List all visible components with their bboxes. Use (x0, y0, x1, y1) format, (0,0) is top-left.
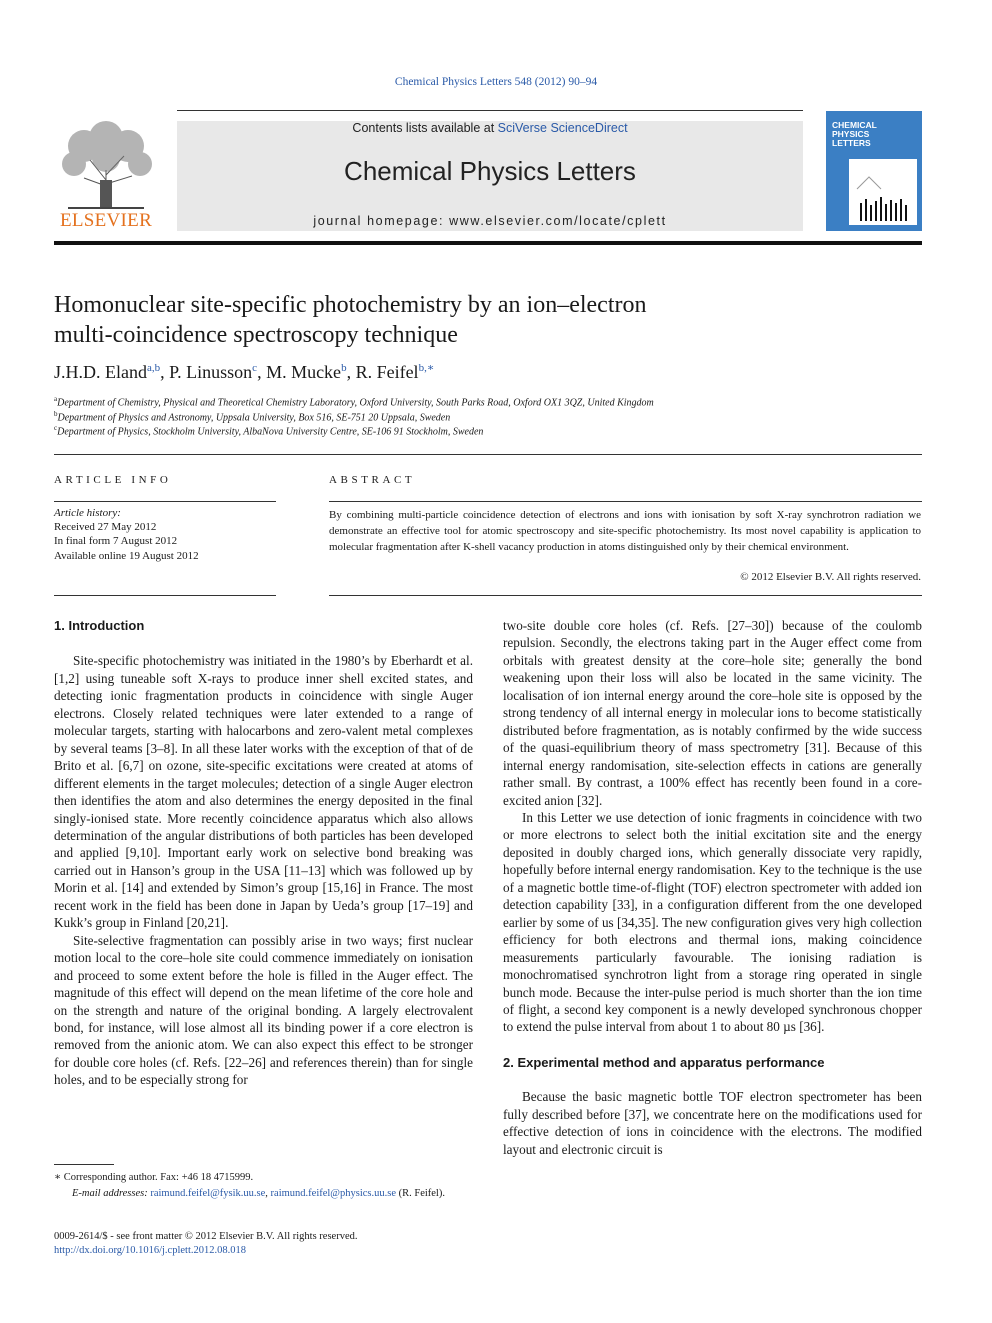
online-date: Available online 19 August 2012 (54, 550, 199, 562)
email-link[interactable]: raimund.feifel@physics.uu.se (270, 1188, 396, 1199)
author-name: P. Linusson (169, 362, 253, 382)
cover-title: CHEMICAL PHYSICS LETTERS (832, 120, 877, 148)
elsevier-wordmark: ELSEVIER (59, 210, 153, 231)
contents-prefix: Contents lists available at (352, 121, 498, 135)
body-paragraph: Site-specific photochemistry was initiated in the 1980’s by Eberhardt et al. [1,2] using tuneable soft X-rays to produce inner shell excited states, and detecting ionic fragmentation products in coincidence with single Auger electrons. Closely related techniques were later extended to a range of molecular targets, starting with halocarbons and zero-valent metal complexes by several teams [3–8]. In all these later works with the exception of that of de Brito et al. [6,7] on ozone, site-specific excitations were created at atoms of different elements in the target molecules; detection of a single Auger electron then identifies the atom and also determines the energy deposited in the final singly-ionised state. More recently coincidence apparatus which also allows determination of the angular distributions of both particles has been developed and applied [9,10]. Important early work on selective bond breaking was carried out in Hanson’s group in the USA [11–13] which was followed up by Morin et al. [14] and extended by Simon’s group [15,16] in France. The most recent work in the field has been done in Japan by Ueda’s group [17–19] and Kukk’s group in Finland [20,21]. (54, 653, 473, 931)
affiliation: $^b$Department of Physics and Astronomy, Uppsala University, Box 516, SE-751 20 Uppsala, Sweden (54, 410, 451, 424)
body-paragraph: In this Letter we use detection of ionic fragments in coincidence with two or more electrons to select both the initial excitation site and the energy deposited in doubly charged ions, which generally dissociate very rapidly, hopefully before internal energy randomisation. Key to the technique is the use of a magnetic bottle time-of-flight (TOF) electron spectrometer with added ion detection capability [33], in a configuration different from the one developed earlier by some of us [34,35]. The new configuration gives very high collection efficiency for both electrons and thermal ions, making coincidence measurements particularly favourable. The ionising radiation is monochromatised synchrotron light from a storage ring operated in single bunch mode. Because the inter-pulse period is much shorter than the ion time of flight, a second key component is a newly developed synchronous chopper to extend the pulse interval from about 1 to about 80 µs [36]. (503, 809, 922, 1035)
section-rule (54, 454, 922, 455)
received-date: Received 27 May 2012 (54, 521, 157, 533)
affiliation: $^c$Department of Physics, Stockholm University, AlbaNova University Centre, SE-106 91 Stockholm, Sweden (54, 424, 484, 438)
author-affil-link[interactable]: c (252, 362, 258, 374)
article-title: Homonuclear site-specific photochemistry by an ion–electron multi-coincidence spectroscopy technique (54, 292, 647, 348)
body-paragraph: Site-selective fragmentation can possibly arise in two ways; first nuclear motion local to the core–hole site could commence immediately on ionisation and proceed to some extent before the hole is filled in the Auger effect. The magnitude of this effect will depend on the mean lifetime of the core hole and on the strength and nature of the original bonding. A largely electrovalent bond, for instance, will lose almost all its binding power if a core electron is removed from the anionic atom. We can also expect this effect to be stronger for double core holes (cf. Refs. [22–26] and references therein) than for single holes, and to be especially strong for (54, 932, 473, 1088)
author-affil-link[interactable]: b (341, 362, 347, 374)
email-link[interactable]: raimund.feifel@fysik.uu.se (150, 1188, 266, 1199)
author-list: J.H.D. Eland$^{a,b}$, P. Linusson$^c$, M. Mucke$^b$, R. Feifel$^{b,∗}$ (54, 362, 435, 382)
abstract-rule (329, 501, 922, 502)
cover-graphic (849, 159, 917, 225)
abstract-text: By combining multi-particle coincidence detection of electrons and ions with ionisation by soft X-ray synchrotron radiation we demonstrate an effective tool for atomic spectroscopy and site-specific photochemistry. Its most novel capability is application to molecular fragmentation after K-shell vacancy production in atoms distinguished only by their chemical environment. (329, 509, 921, 553)
affiliation: $^a$Department of Chemistry, Physical and Theoretical Chemistry Laboratory, Oxford University, South Parks Road, Oxford OX1 3QZ, United Kingdom (54, 395, 654, 409)
author-name: M. Mucke (266, 362, 342, 382)
body-left-column (54, 617, 473, 1089)
issn-line: 0009-2614/$ - see front matter © 2012 Elsevier B.V. All rights reserved. (54, 1231, 358, 1242)
sciencedirect-link[interactable]: SciVerse ScienceDirect (497, 121, 628, 135)
section-heading-introduction: 1. Introduction (54, 618, 145, 633)
article-info-heading: ARTICLE INFO (54, 474, 172, 486)
contents-line (177, 121, 803, 135)
author-affil-link[interactable]: b,∗ (418, 362, 435, 374)
abstract-bottom-rule (329, 595, 922, 596)
cover-spectrum-icon (849, 159, 917, 225)
footnote-rule (54, 1164, 114, 1165)
journal-title: Chemical Physics Letters (344, 156, 636, 186)
history-label: Article history: (54, 507, 121, 519)
article-info-rule (54, 501, 276, 502)
body-paragraph: Because the basic magnetic bottle TOF electron spectrometer has been fully described before [37], we concentrate here on the modifications used for effective detection of ions in coincidence with the electrons. The modified layout and electronic circuit is (503, 1089, 922, 1157)
author-name: J.H.D. Eland (54, 362, 147, 382)
doi-link[interactable]: http://dx.doi.org/10.1016/j.cplett.2012.08.018 (54, 1245, 247, 1256)
copyright-notice: © 2012 Elsevier B.V. All rights reserved. (740, 571, 921, 583)
top-rule (177, 110, 803, 111)
corresponding-author-note: ∗ Corresponding author. Fax: +46 18 4715999. (54, 1172, 254, 1183)
journal-citation[interactable]: Chemical Physics Letters 548 (2012) 90–94 (394, 76, 598, 88)
journal-homepage[interactable]: journal homepage: www.elsevier.com/locate/cplett (313, 214, 667, 228)
author-name: R. Feifel (355, 362, 419, 382)
final-form-date: In final form 7 August 2012 (54, 535, 178, 547)
section-heading-experimental: 2. Experimental method and apparatus performance (503, 1054, 825, 1070)
header-thick-rule (54, 241, 922, 245)
tree-icon (54, 120, 158, 210)
author-affil-link[interactable]: a,b (147, 362, 161, 374)
body-right-column (503, 617, 922, 1158)
article-info-bottom-rule (54, 595, 276, 596)
journal-cover-thumbnail (826, 111, 922, 231)
abstract-heading: ABSTRACT (329, 474, 416, 486)
email-addresses: E-mail addresses: raimund.feifel@fysik.uu.se, raimund.feifel@physics.uu.se (R. Feifel). (72, 1188, 445, 1199)
body-paragraph: two-site double core holes (cf. Refs. [27–30]) because of the coulomb repulsion. Secondly, the electrons taking part in the Auger effect come from orbitals with greatest density at the core–hole site; generally the bond weakening upon their loss will also be located in the same vicinity. The localisation of ion internal energy around the core–hole site is opposed by the strong tendency of all internal energy in molecular ions to become statistically distributed before fragmentation, as is notably confirmed by the wide success of the quasi-equilibrium theory of mass spectrometry [31]. Because of this internal energy randomisation, site-selection effects in cations are generally rather small. By contrast, a 100% effect has recently been found in a core-excited anion [32]. (503, 618, 922, 808)
